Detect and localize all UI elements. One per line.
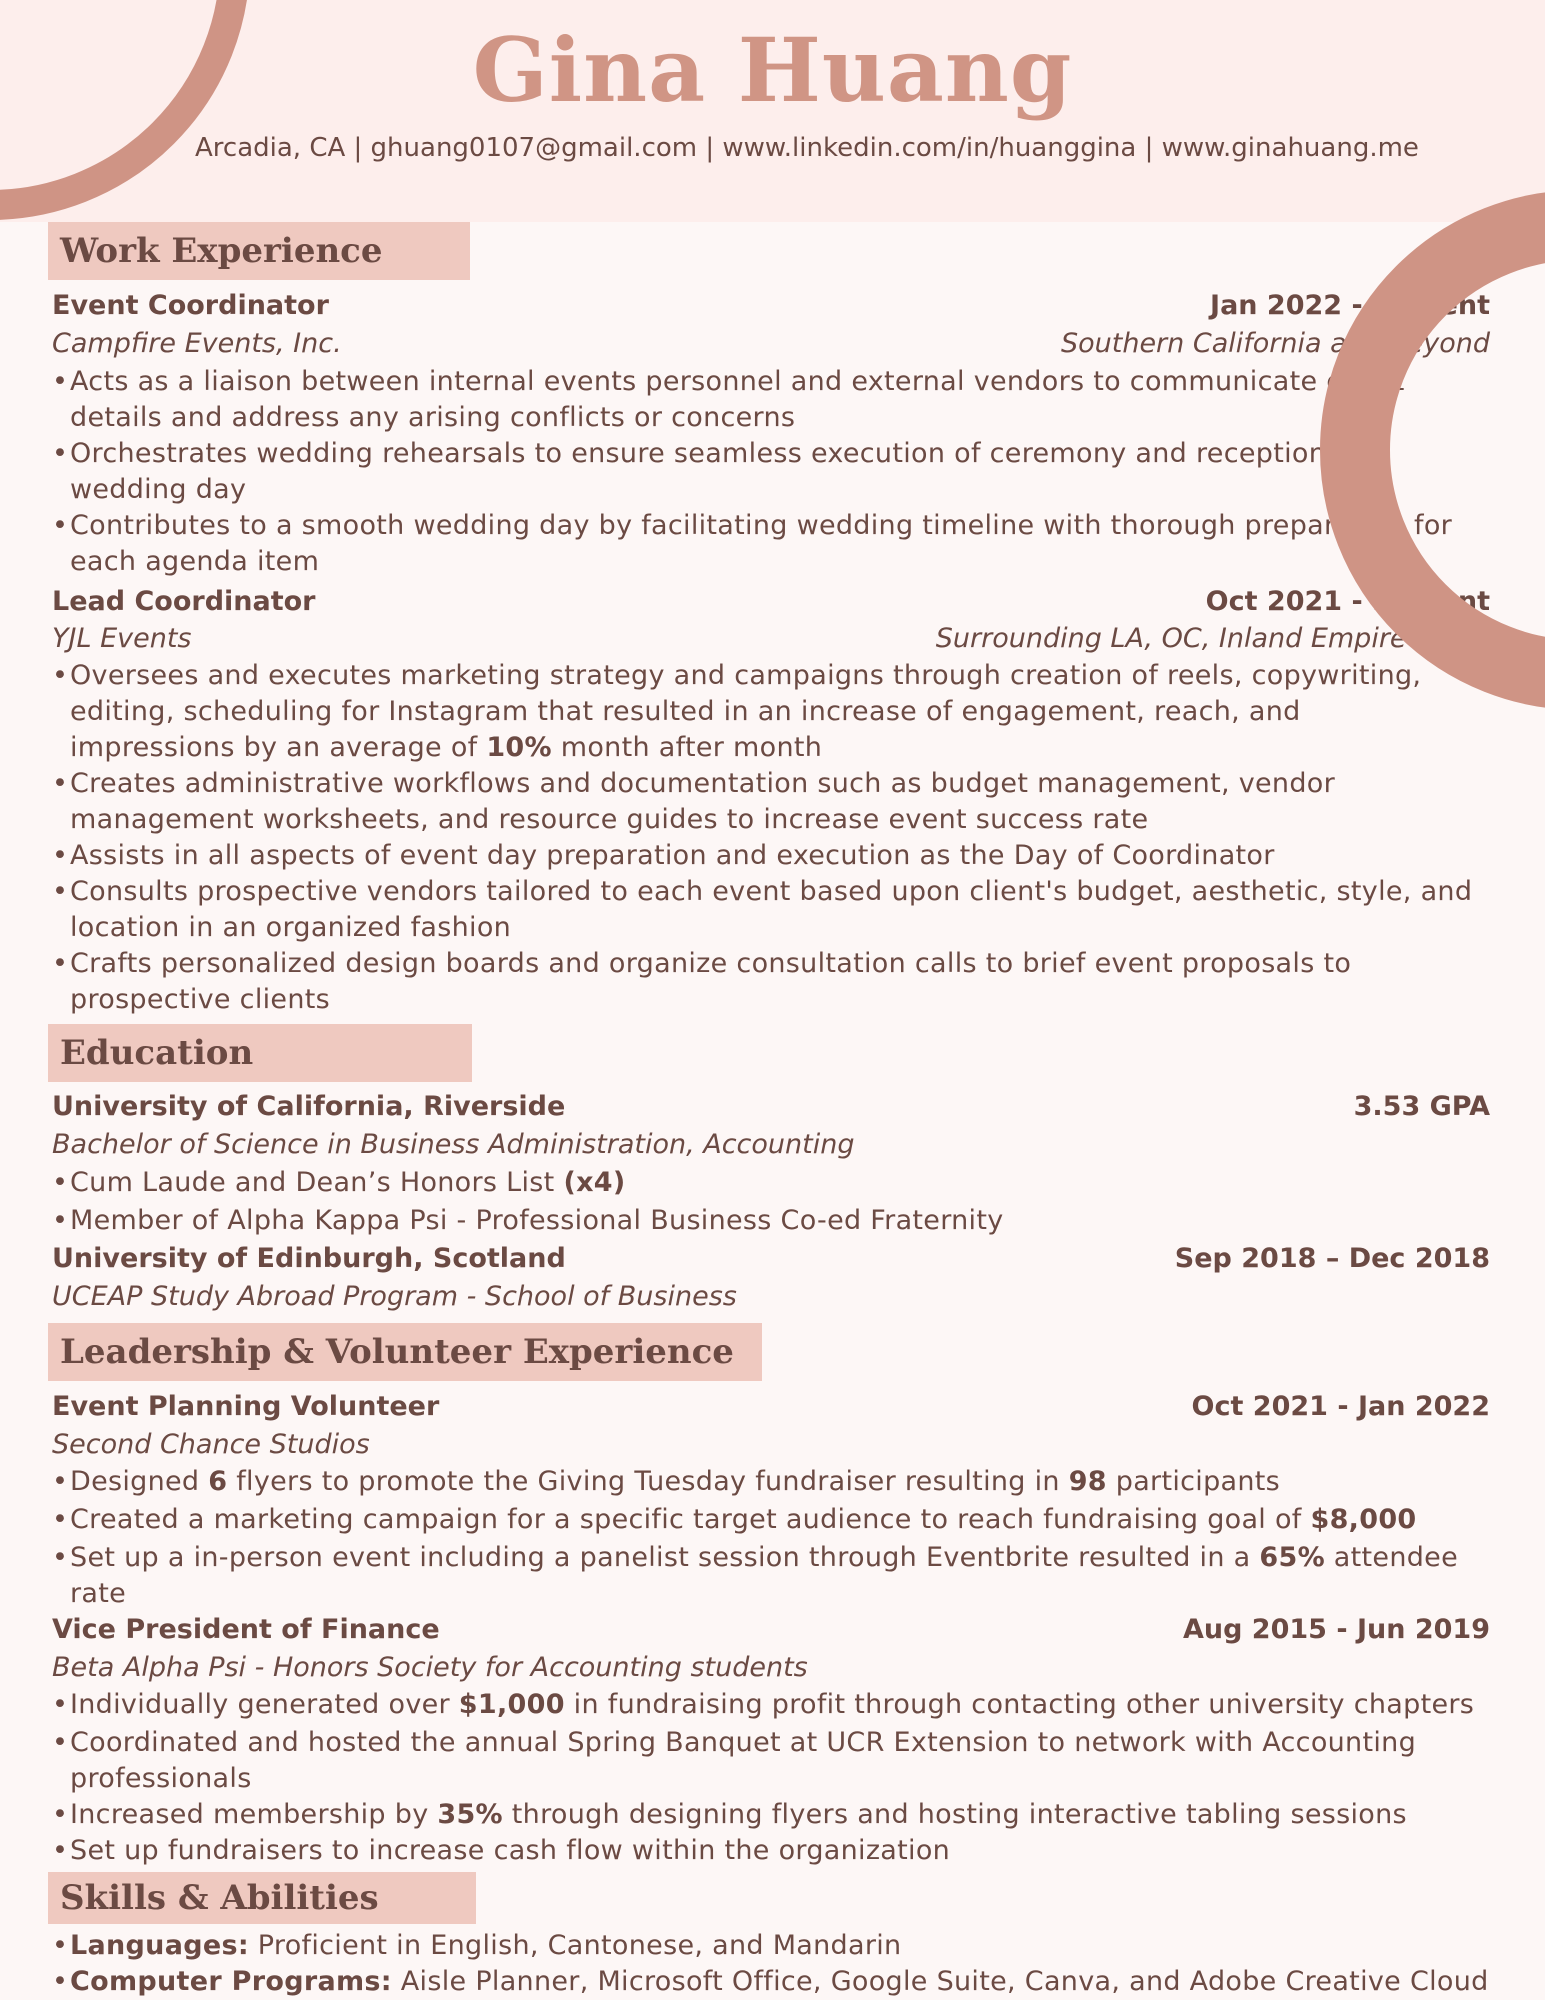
bullet-item: • Member of Alpha Kappa Psi - Professional Business Co-ed Fraternity (52, 1203, 1492, 1239)
bullet-item: • Consults prospective vendors tailored to each event based upon client's budget, aesthetic, style, and location in an organized fashion (52, 874, 1492, 946)
program: UCEAP Study Abroad Program - School of Business (52, 1281, 737, 1312)
school-dates: Sep 2018 – Dec 2018 (1174, 1243, 1490, 1274)
job-dates: Jan 2022 - Present (1210, 290, 1490, 321)
section-heading-education: Education (48, 1024, 472, 1082)
job-location: Southern California and beyond (1060, 328, 1490, 359)
bullet-item: • Created a marketing campaign for a specific target audience to reach fundraising goal of $8,000 (52, 1502, 1492, 1538)
role-org: Second Chance Studios (52, 1429, 370, 1460)
role-title: Event Planning Volunteer (52, 1391, 440, 1422)
bullet-item: • Contributes to a smooth wedding day by facilitating wedding timeline with thorough preparation for each agenda item (52, 508, 1492, 580)
bullet-item: • Crafts personalized design boards and organize consultation calls to brief event proposals to prospective clients (52, 946, 1492, 1018)
bullet-item: • Set up a in-person event including a panelist session through Eventbrite resulted in a 65% attendee rate (52, 1540, 1492, 1612)
bullet-item: • Individually generated over $1,000 in fundraising profit through contacting other university chapters (52, 1687, 1492, 1723)
section-heading-leadership: Leadership & Volunteer Experience (48, 1323, 762, 1381)
role-dates: Aug 2015 - Jun 2019 (1182, 1614, 1490, 1645)
bullet-item: • Cum Laude and Dean’s Honors List (x4) (52, 1165, 1492, 1201)
role-org: Beta Alpha Psi - Honors Society for Accounting students (52, 1652, 808, 1683)
bullet-item: • Creates administrative workflows and documentation such as budget management, vendor management worksheets, and resource guides to increase event success rate (52, 766, 1492, 838)
job-title: Lead Coordinator (52, 586, 316, 617)
section-heading-work: Work Experience (48, 222, 470, 280)
job-dates: Oct 2021 - Present (1205, 586, 1490, 617)
bullet-item: • Oversees and executes marketing strategy and campaigns through creation of reels, copywriting, editing, scheduling for Instagram that resulted in an increase of engagement, reach, and impressions by an average of 10% month after month (52, 658, 1492, 766)
bullet-item: • Coordinated and hosted the annual Spring Banquet at UCR Extension to network with Accounting professionals (52, 1725, 1492, 1797)
role-dates: Oct 2021 - Jan 2022 (1191, 1391, 1490, 1422)
school-name: University of Edinburgh, Scotland (52, 1243, 566, 1274)
job-title: Event Coordinator (52, 290, 329, 321)
role-title: Vice President of Finance (52, 1614, 440, 1645)
bullet-item: • Acts as a liaison between internal events personnel and external vendors to communicate event details and address any arising conflicts or concerns (52, 364, 1492, 436)
candidate-name: Gina Huang (472, 18, 1073, 122)
bullet-item: • Designed 6 flyers to promote the Giving Tuesday fundraiser resulting in 98 participants (52, 1464, 1492, 1500)
bullet-item: • Orchestrates wedding rehearsals to ensure seamless execution of ceremony and reception on wedding day (52, 436, 1492, 508)
contact-line: Arcadia, CA | ghuang0107@gmail.com | www.linkedin.com/in/huanggina | www.ginahuang.me (195, 133, 1419, 163)
section-heading-skills: Skills & Abilities (48, 1872, 476, 1924)
bullet-item: • Assists in all aspects of event day preparation and execution as the Day of Coordinator (52, 838, 1492, 874)
bullet-item: • Increased membership by 35% through designing flyers and hosting interactive tabling sessions (52, 1797, 1492, 1833)
degree: Bachelor of Science in Business Administration, Accounting (52, 1129, 855, 1160)
skill-item: • Languages: Proficient in English, Cantonese, and Mandarin (52, 1928, 1492, 1964)
job-company: YJL Events (52, 623, 192, 654)
school-gpa: 3.53 GPA (1353, 1091, 1490, 1122)
job-location: Surrounding LA, OC, Inland Empire areas (935, 623, 1490, 654)
skill-item: • Computer Programs: Aisle Planner, Microsoft Office, Google Suite, Canva, and Adobe Creative Cloud (52, 1964, 1492, 2000)
job-company: Campfire Events, Inc. (52, 328, 342, 359)
school-name: University of California, Riverside (52, 1091, 566, 1122)
bullet-item: • Set up fundraisers to increase cash flow within the organization (52, 1833, 1492, 1869)
